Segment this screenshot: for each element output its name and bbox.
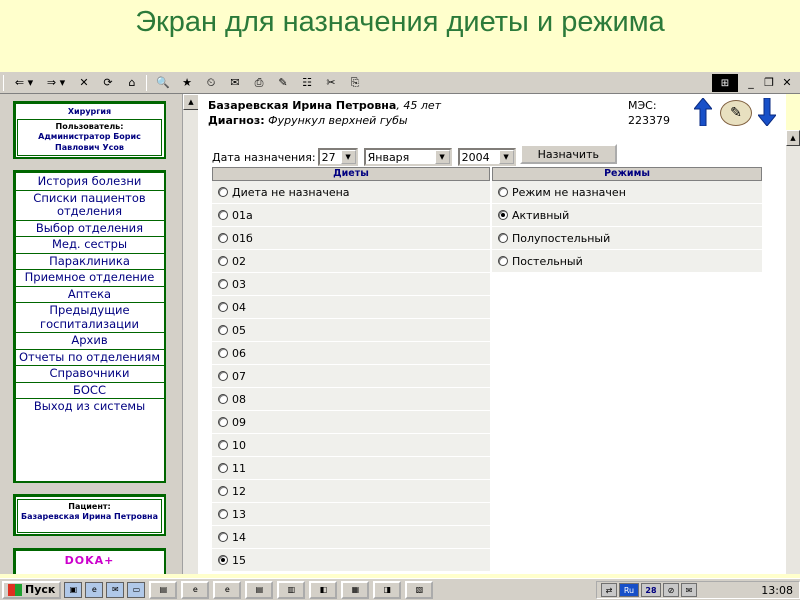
diet-row[interactable] bbox=[212, 526, 490, 549]
diet-row[interactable] bbox=[212, 273, 490, 296]
radio-button[interactable] bbox=[498, 233, 508, 243]
start-label: Пуск bbox=[25, 583, 56, 596]
diet-row[interactable] bbox=[212, 204, 490, 227]
user-info bbox=[17, 119, 162, 156]
sidebar-nav-item[interactable]: Выбор отделения bbox=[15, 221, 164, 238]
diets-column bbox=[212, 167, 490, 572]
home-icon[interactable]: ⌂ bbox=[128, 76, 136, 89]
diet-label: 11 bbox=[232, 461, 246, 475]
mail-tray-icon[interactable]: ✉ bbox=[681, 583, 697, 597]
diet-row[interactable] bbox=[212, 181, 490, 204]
sidebar-nav-item[interactable]: История болезни bbox=[15, 174, 164, 191]
diet-row[interactable] bbox=[212, 503, 490, 526]
patient-label: Пациент: bbox=[68, 502, 111, 511]
start-button[interactable] bbox=[2, 581, 61, 599]
toolbar-grip bbox=[3, 75, 4, 91]
toolbar-divider bbox=[146, 75, 147, 91]
user-label: Пользователь: bbox=[55, 122, 124, 131]
mes-block bbox=[628, 98, 670, 128]
radio-button[interactable] bbox=[218, 463, 228, 473]
chevron-down-icon[interactable]: ▼ bbox=[499, 150, 514, 164]
scroll-up-icon[interactable]: ▲ bbox=[183, 94, 199, 110]
sidebar-nav-item[interactable]: Приемное отделение bbox=[15, 270, 164, 287]
favorites-icon[interactable]: ★ bbox=[182, 76, 192, 89]
radio-button[interactable] bbox=[218, 325, 228, 335]
edit-icon[interactable]: ✎ bbox=[278, 76, 288, 89]
diet-row[interactable] bbox=[212, 388, 490, 411]
taskbar-window-5[interactable]: ▥ bbox=[277, 581, 305, 599]
arrow-down-icon[interactable] bbox=[758, 98, 776, 126]
regime-label: Постельный bbox=[512, 254, 583, 268]
regime-row[interactable] bbox=[492, 204, 762, 227]
patient-name: Базаревская Ирина Петровна bbox=[21, 512, 158, 521]
logo-box bbox=[13, 548, 166, 574]
copy-icon[interactable]: ⎘ bbox=[350, 75, 360, 89]
diet-label: 09 bbox=[232, 415, 246, 429]
diagnosis-value: Фурункул верхней губы bbox=[268, 114, 408, 127]
diet-label: 15 bbox=[232, 553, 246, 567]
radio-button[interactable] bbox=[218, 417, 228, 427]
radio-button[interactable] bbox=[498, 256, 508, 266]
diet-label: 07 bbox=[232, 369, 246, 383]
taskbar-window-2[interactable]: e bbox=[181, 581, 209, 599]
calendar-icon[interactable]: 28 bbox=[641, 583, 661, 597]
diet-label: 03 bbox=[232, 277, 246, 291]
refresh-icon[interactable]: ⟳ bbox=[103, 76, 113, 89]
patient-info bbox=[17, 499, 162, 533]
sidebar-nav-item[interactable]: Справочники bbox=[15, 366, 164, 383]
sidebar-nav-item[interactable]: Параклиника bbox=[15, 254, 164, 271]
diet-row[interactable] bbox=[212, 480, 490, 503]
main-scrollbar[interactable] bbox=[786, 130, 800, 574]
taskbar bbox=[0, 578, 800, 600]
sidebar-scrollbar[interactable] bbox=[182, 94, 198, 574]
slide-title: Экран для назначения диеты и режима bbox=[135, 6, 665, 38]
diet-label: 04 bbox=[232, 300, 246, 314]
outlook-icon[interactable]: ✉ bbox=[106, 582, 124, 598]
discuss-icon[interactable]: ☷ bbox=[302, 76, 312, 89]
sidebar-nav-item[interactable]: Мед. сестры bbox=[15, 237, 164, 254]
diet-row[interactable] bbox=[212, 342, 490, 365]
diet-label: 01а bbox=[232, 208, 253, 222]
minimize-button[interactable]: _ bbox=[748, 75, 754, 89]
sidebar-nav-item[interactable]: Аптека bbox=[15, 287, 164, 304]
desktop-icon[interactable]: ▭ bbox=[127, 582, 145, 598]
regime-label: Режим не назначен bbox=[512, 185, 626, 199]
chevron-down-icon[interactable]: ▼ bbox=[435, 150, 450, 164]
patient-box bbox=[13, 494, 166, 536]
antivirus-icon[interactable]: ⊘ bbox=[663, 583, 679, 597]
sidebar-nav-item[interactable]: Архив bbox=[15, 333, 164, 350]
diets-header: Диеты bbox=[212, 167, 490, 181]
chevron-down-icon[interactable]: ▼ bbox=[341, 150, 356, 164]
year-select[interactable] bbox=[458, 148, 516, 166]
radio-button[interactable] bbox=[218, 279, 228, 289]
month-select[interactable] bbox=[364, 148, 452, 166]
regime-row[interactable] bbox=[492, 250, 762, 273]
radio-button[interactable] bbox=[218, 256, 228, 266]
taskbar-window-4[interactable]: ▤ bbox=[245, 581, 273, 599]
regime-label: Активный bbox=[512, 208, 570, 222]
radio-button[interactable] bbox=[218, 371, 228, 381]
diet-label: Диета не назначена bbox=[232, 185, 350, 199]
radio-button[interactable] bbox=[218, 210, 228, 220]
windows-flag-icon bbox=[8, 584, 22, 596]
mail-icon[interactable]: ✉ bbox=[230, 76, 240, 89]
sidebar-nav-item[interactable]: Списки пациентов отделения bbox=[15, 191, 164, 221]
department-user-box bbox=[13, 101, 166, 159]
day-value: 27 bbox=[321, 150, 336, 164]
system-tray bbox=[596, 581, 800, 599]
nav-menu bbox=[13, 170, 166, 483]
clock: 13:08 bbox=[761, 584, 793, 597]
scroll-up-icon[interactable]: ▲ bbox=[786, 130, 800, 146]
cut-icon[interactable]: ✂ bbox=[326, 76, 336, 89]
diet-label: 06 bbox=[232, 346, 246, 360]
radio-button[interactable] bbox=[218, 233, 228, 243]
radio-button[interactable] bbox=[218, 302, 228, 312]
diet-row[interactable] bbox=[212, 457, 490, 480]
diet-row[interactable] bbox=[212, 549, 490, 572]
user-name: Администратор Борис Павлович Усов bbox=[38, 132, 141, 152]
regimes-header: Режимы bbox=[492, 167, 762, 181]
radio-button[interactable] bbox=[498, 210, 508, 220]
regime-row[interactable] bbox=[492, 227, 762, 250]
browser-toolbar bbox=[0, 72, 800, 94]
sidebar-nav-item[interactable]: Предыдущие госпитализации bbox=[15, 303, 164, 333]
diet-row[interactable] bbox=[212, 365, 490, 388]
diet-label: 14 bbox=[232, 530, 246, 544]
department-name: Хирургия bbox=[67, 107, 112, 116]
assign-button[interactable]: Назначить bbox=[520, 144, 617, 164]
sidebar-nav-item[interactable]: Отчеты по отделениям bbox=[15, 350, 164, 367]
taskbar-window-7[interactable]: ▦ bbox=[341, 581, 369, 599]
taskbar-window-1[interactable]: ▤ bbox=[149, 581, 177, 599]
main-content bbox=[198, 94, 786, 574]
patient-age: , 45 лет bbox=[396, 99, 442, 112]
diet-label: 02 bbox=[232, 254, 246, 268]
radio-button[interactable] bbox=[218, 348, 228, 358]
diet-label: 12 bbox=[232, 484, 246, 498]
radio-button[interactable] bbox=[498, 187, 508, 197]
year-value: 2004 bbox=[461, 150, 490, 164]
date-label: Дата назначения: bbox=[212, 150, 316, 164]
language-indicator[interactable]: Ru bbox=[619, 583, 639, 597]
radio-button[interactable] bbox=[218, 394, 228, 404]
regime-row[interactable] bbox=[492, 181, 762, 204]
taskbar-window-6[interactable]: ◧ bbox=[309, 581, 337, 599]
radio-button[interactable] bbox=[218, 509, 228, 519]
mes-label: МЭС: bbox=[628, 99, 657, 112]
restore-button[interactable]: ❐ bbox=[764, 75, 774, 89]
stop-icon[interactable]: ✕ bbox=[79, 76, 89, 89]
diet-label: 01б bbox=[232, 231, 253, 245]
taskbar-window-3[interactable]: e bbox=[213, 581, 241, 599]
sidebar bbox=[0, 94, 182, 574]
diet-label: 13 bbox=[232, 507, 246, 521]
save-icon[interactable]: ▣ bbox=[64, 582, 82, 598]
windows-logo-icon: ⊞ bbox=[712, 74, 738, 92]
taskbar-window-9[interactable]: ▧ bbox=[405, 581, 433, 599]
day-select[interactable] bbox=[318, 148, 358, 166]
radio-button[interactable] bbox=[218, 486, 228, 496]
regimes-column bbox=[492, 167, 762, 273]
ie-icon[interactable]: e bbox=[85, 582, 103, 598]
print-icon[interactable]: ⎙ bbox=[254, 75, 264, 89]
tools-icon[interactable]: ✎ bbox=[720, 100, 752, 126]
taskbar-window-8[interactable]: ◨ bbox=[373, 581, 401, 599]
diagnosis-label: Диагноз: bbox=[208, 114, 265, 127]
radio-button[interactable] bbox=[218, 187, 228, 197]
diet-row[interactable] bbox=[212, 319, 490, 342]
diet-row[interactable] bbox=[212, 411, 490, 434]
radio-button[interactable] bbox=[218, 532, 228, 542]
diet-label: 05 bbox=[232, 323, 246, 337]
diet-label: 08 bbox=[232, 392, 246, 406]
diet-row[interactable] bbox=[212, 250, 490, 273]
date-form bbox=[212, 148, 617, 166]
diet-label: 10 bbox=[232, 438, 246, 452]
radio-button[interactable] bbox=[218, 555, 228, 565]
regime-label: Полупостельный bbox=[512, 231, 611, 245]
history-icon[interactable]: ⏲ bbox=[206, 75, 216, 89]
arrow-up-icon[interactable] bbox=[694, 98, 712, 126]
diet-row[interactable] bbox=[212, 434, 490, 457]
close-button[interactable]: ✕ bbox=[782, 75, 792, 89]
diet-row[interactable] bbox=[212, 227, 490, 250]
diet-row[interactable] bbox=[212, 296, 490, 319]
radio-button[interactable] bbox=[218, 440, 228, 450]
patient-header bbox=[208, 98, 441, 128]
doka-logo: DOKA+ bbox=[64, 554, 115, 567]
sidebar-nav-item[interactable]: БОСС bbox=[15, 383, 164, 400]
patient-full-name: Базаревская Ирина Петровна bbox=[208, 99, 397, 112]
forward-icon[interactable]: ⇒ ▾ bbox=[46, 76, 66, 89]
back-icon[interactable]: ⇐ ▾ bbox=[14, 76, 34, 89]
mes-code: 223379 bbox=[628, 114, 670, 127]
sidebar-nav-item[interactable]: Выход из системы bbox=[33, 399, 146, 413]
search-icon[interactable]: 🔍 bbox=[156, 76, 170, 89]
month-value: Января bbox=[367, 150, 410, 164]
network-icon[interactable]: ⇄ bbox=[601, 583, 617, 597]
